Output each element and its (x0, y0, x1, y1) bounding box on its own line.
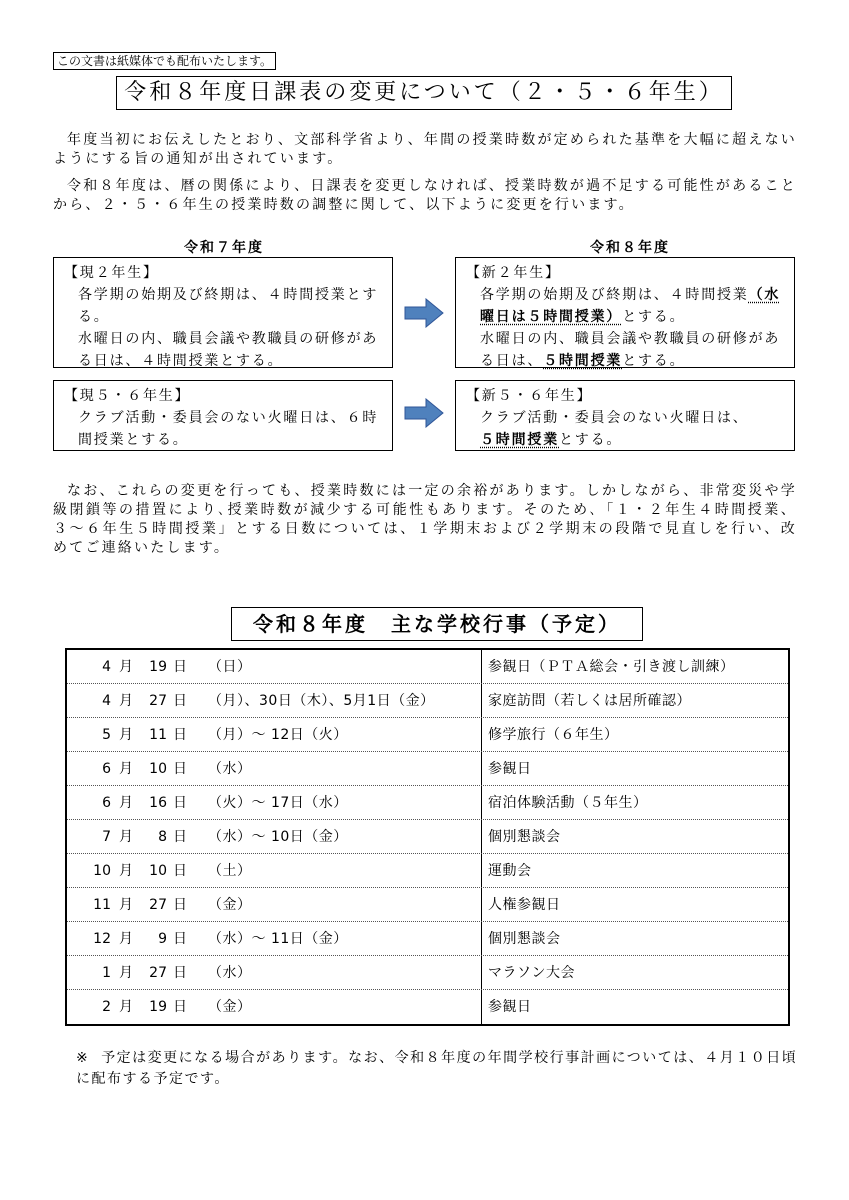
month-value: 6 (102, 761, 111, 777)
day-unit: 日 (173, 727, 187, 743)
day-unit: 日 (173, 693, 187, 709)
table-row (67, 990, 788, 1024)
event-name: 運動会 (488, 863, 532, 879)
box-line: クラブ活動・委員会のない火曜日は、６時間授業とする。 (78, 410, 379, 448)
box-header: 【新２年生】 (466, 265, 561, 281)
month-value: 4 (102, 693, 111, 709)
event-name: 参観日（ＰＴＡ総会・引き渡し訓練） (488, 659, 735, 675)
day-value: 10 (149, 863, 167, 879)
month-value: 1 (102, 965, 111, 981)
right-arrow-icon (404, 298, 444, 328)
weekday-text: （水）～ 10日（金） (208, 829, 348, 845)
month-value: 10 (93, 863, 111, 879)
events-table (65, 648, 790, 1026)
box-line: 水曜日の内、職員会議や教職員の研修がある日は、５時間授業とする。 (480, 331, 781, 369)
month-value: 11 (93, 897, 111, 913)
month-unit: 月 (119, 795, 133, 811)
box-header: 【現２年生】 (64, 265, 159, 281)
day-value: 16 (149, 795, 167, 811)
month-unit: 月 (119, 727, 133, 743)
day-value: 11 (149, 727, 167, 743)
month-unit: 月 (119, 931, 133, 947)
box-line: クラブ活動・委員会のない火曜日は、 (480, 410, 749, 426)
box-header: 【新５・６年生】 (466, 388, 593, 404)
note-paragraph: なお、これらの変更を行っても、授業時数には一定の余裕があります。しかしながら、非常変災や学級閉鎖等の措置により､授業時数が減少する可能性もあります。そのため､「１・２年生４時間授業、３～６年生５時間授業」とする日数については、１学期末および２学期末の段階で見直しを行い、改めてご連絡いたします。 (53, 483, 797, 556)
day-unit: 日 (173, 659, 187, 675)
date-cell (67, 718, 482, 751)
event-name: 参観日 (488, 761, 532, 777)
emphasis-text: （水曜日は５時間授業） (480, 287, 781, 325)
date-cell (67, 956, 482, 989)
page-title: 令和８年度日課表の変更について（２・５・６年生） (116, 76, 732, 110)
event-name: 個別懇談会 (488, 931, 561, 947)
month-unit: 月 (119, 761, 133, 777)
table-row (67, 786, 788, 820)
date-cell (67, 684, 482, 717)
month-value: 4 (102, 659, 111, 675)
weekday-text: （月）、30日（木）、5月1日（金） (208, 693, 435, 709)
weekday-text: （土） (208, 863, 252, 879)
date-cell (67, 990, 482, 1024)
left-year-heading: 令和７年度 (184, 240, 264, 256)
date-cell (67, 650, 482, 683)
date-cell (67, 786, 482, 819)
month-unit: 月 (119, 829, 133, 845)
table-row (67, 956, 788, 990)
day-value: 27 (149, 693, 167, 709)
right-year-heading: 令和８年度 (590, 240, 670, 256)
weekday-text: （金） (208, 897, 252, 913)
day-value: 8 (158, 829, 167, 845)
footnote-text: 予定は変更になる場合があります。なお、令和８年度の年間学校行事計画については、４月１０日頃に配布する予定です。 (76, 1050, 798, 1087)
day-value: 19 (149, 659, 167, 675)
date-cell (67, 820, 482, 853)
footnote (76, 1048, 800, 1090)
table-row (67, 888, 788, 922)
distribution-notice: この文書は紙媒体でも配布いたします。 (53, 52, 276, 70)
box-line: 各学期の始期及び終期は、４時間授業とする。 (78, 287, 379, 325)
table-row (67, 854, 788, 888)
current-grade2-box (53, 257, 393, 368)
weekday-text: （水） (208, 965, 252, 981)
month-unit: 月 (119, 965, 133, 981)
weekday-text: （火）～ 17日（水） (208, 795, 348, 811)
day-value: 9 (158, 931, 167, 947)
table-row (67, 684, 788, 718)
event-name: 参観日 (488, 999, 532, 1015)
month-value: 12 (93, 931, 111, 947)
weekday-text: （水） (208, 761, 252, 777)
weekday-text: （日） (208, 659, 252, 675)
current-grade56-box (53, 380, 393, 451)
box-line: 各学期の始期及び終期は、４時間授業（水曜日は５時間授業）とする。 (480, 287, 781, 325)
intro-paragraph-1: 年度当初にお伝えしたとおり、文部科学省より、年間の授業時数が定められた基準を大幅に超えないようにする旨の通知が出されています。 (53, 132, 797, 167)
intro-paragraph-2: 令和８年度は、暦の関係により、日課表を変更しなければ、授業時数が過不足する可能性があることから、２・５・６年生の授業時数の調整に関して、以下ように変更を行います。 (53, 178, 797, 213)
day-unit: 日 (173, 965, 187, 981)
day-unit: 日 (173, 931, 187, 947)
date-cell (67, 888, 482, 921)
table-row (67, 752, 788, 786)
emphasis-text: ５時間授業 (480, 432, 559, 448)
event-name: 人権参観日 (488, 897, 561, 913)
month-value: 6 (102, 795, 111, 811)
date-cell (67, 752, 482, 785)
weekday-text: （金） (208, 999, 252, 1015)
footnote-mark: ※ (76, 1050, 90, 1066)
table-row (67, 718, 788, 752)
emphasis-text: ５時間授業 (543, 353, 623, 369)
month-value: 5 (102, 727, 111, 743)
month-value: 7 (102, 829, 111, 845)
weekday-text: （月）～ 12日（火） (208, 727, 348, 743)
box-header: 【現５・６年生】 (64, 388, 191, 404)
day-unit: 日 (173, 863, 187, 879)
box-line: 水曜日の内、職員会議や教職員の研修がある日は、４時間授業とする。 (78, 331, 379, 369)
right-arrow-icon (404, 398, 444, 428)
day-unit: 日 (173, 795, 187, 811)
day-unit: 日 (173, 897, 187, 913)
event-name: 個別懇談会 (488, 829, 561, 845)
table-row (67, 922, 788, 956)
month-unit: 月 (119, 863, 133, 879)
day-unit: 日 (173, 999, 187, 1015)
event-name: 宿泊体験活動（５年生） (488, 795, 648, 811)
date-cell (67, 922, 482, 955)
events-title: 令和８年度 主な学校行事（予定） (231, 607, 643, 641)
month-unit: 月 (119, 897, 133, 913)
day-unit: 日 (173, 761, 187, 777)
new-grade2-box (455, 257, 795, 368)
new-grade56-box (455, 380, 795, 451)
day-value: 27 (149, 965, 167, 981)
table-row (67, 650, 788, 684)
event-name: マラソン大会 (488, 965, 575, 981)
day-value: 10 (149, 761, 167, 777)
month-unit: 月 (119, 999, 133, 1015)
day-unit: 日 (173, 829, 187, 845)
month-value: 2 (102, 999, 111, 1015)
day-value: 27 (149, 897, 167, 913)
box-line: ５時間授業とする。 (480, 432, 623, 448)
table-row (67, 820, 788, 854)
event-name: 家庭訪問（若しくは居所確認） (488, 693, 691, 709)
weekday-text: （水）～ 11日（金） (208, 931, 348, 947)
date-cell (67, 854, 482, 887)
month-unit: 月 (119, 659, 133, 675)
event-name: 修学旅行（６年生） (488, 727, 619, 743)
day-value: 19 (149, 999, 167, 1015)
month-unit: 月 (119, 693, 133, 709)
